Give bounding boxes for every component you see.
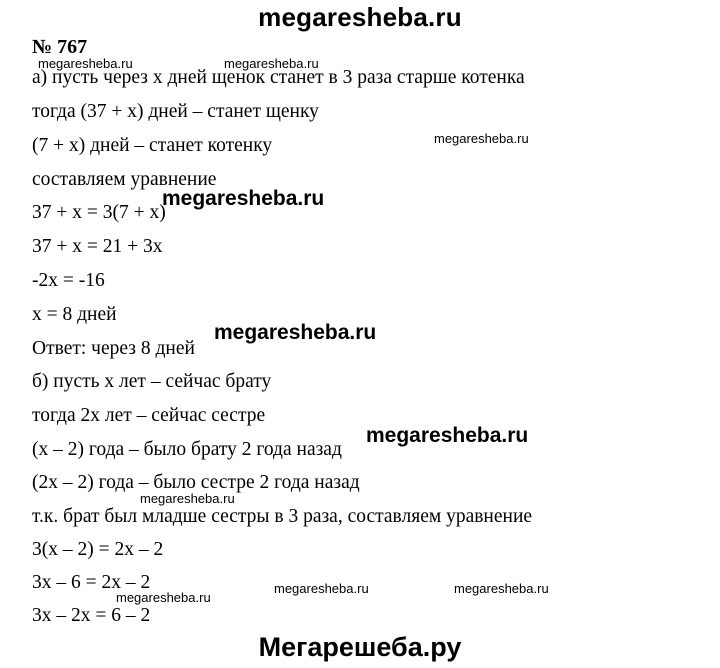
watermark-small: megaresheba.ru — [224, 56, 319, 71]
solution-line: (х – 2) года – было брату 2 года назад — [32, 439, 342, 460]
solution-line: (2х – 2) года – было сестре 2 года назад — [32, 472, 360, 493]
solution-line: х = 8 дней — [32, 304, 117, 325]
solution-line: а) пусть через х дней щенок станет в 3 раза старше котенка — [32, 67, 525, 88]
solution-line: 3х – 6 = 2х – 2 — [32, 572, 151, 593]
solution-line: 37 + х = 3(7 + х) — [32, 202, 166, 223]
watermark-small: megaresheba.ru — [140, 491, 235, 506]
solution-line: 37 + х = 21 + 3х — [32, 236, 163, 257]
problem-number: № 767 — [32, 36, 88, 58]
solution-line: б) пусть х лет – сейчас брату — [32, 371, 272, 392]
solution-line: тогда (37 + х) дней – станет щенку — [32, 101, 319, 122]
watermark-small: megaresheba.ru — [434, 131, 529, 146]
solution-line: 3х – 2х = 6 – 2 — [32, 605, 151, 626]
watermark-big: megaresheba.ru — [214, 321, 377, 344]
watermark-big: megaresheba.ru — [366, 424, 529, 447]
solution-line: (7 + х) дней – станет котенку — [32, 135, 273, 156]
watermark-bottom: Мегарешеба.ру — [258, 632, 462, 662]
solution-line: составляем уравнение — [32, 169, 217, 190]
solution-line: Ответ: через 8 дней — [32, 338, 195, 359]
watermark-small: megaresheba.ru — [38, 56, 133, 71]
solution-line: 3(х – 2) = 2х – 2 — [32, 539, 164, 560]
watermark-small: megaresheba.ru — [454, 581, 549, 596]
solution-line: тогда 2х лет – сейчас сестре — [32, 405, 266, 426]
solution-line: т.к. брат был младше сестры в 3 раза, составляем уравнение — [32, 506, 533, 527]
watermark-small: megaresheba.ru — [116, 590, 211, 605]
solution-line: -2х = -16 — [32, 270, 105, 291]
watermark-big: megaresheba.ru — [162, 187, 325, 210]
watermark-top: megaresheba.ru — [258, 2, 462, 32]
watermark-small: megaresheba.ru — [274, 581, 369, 596]
